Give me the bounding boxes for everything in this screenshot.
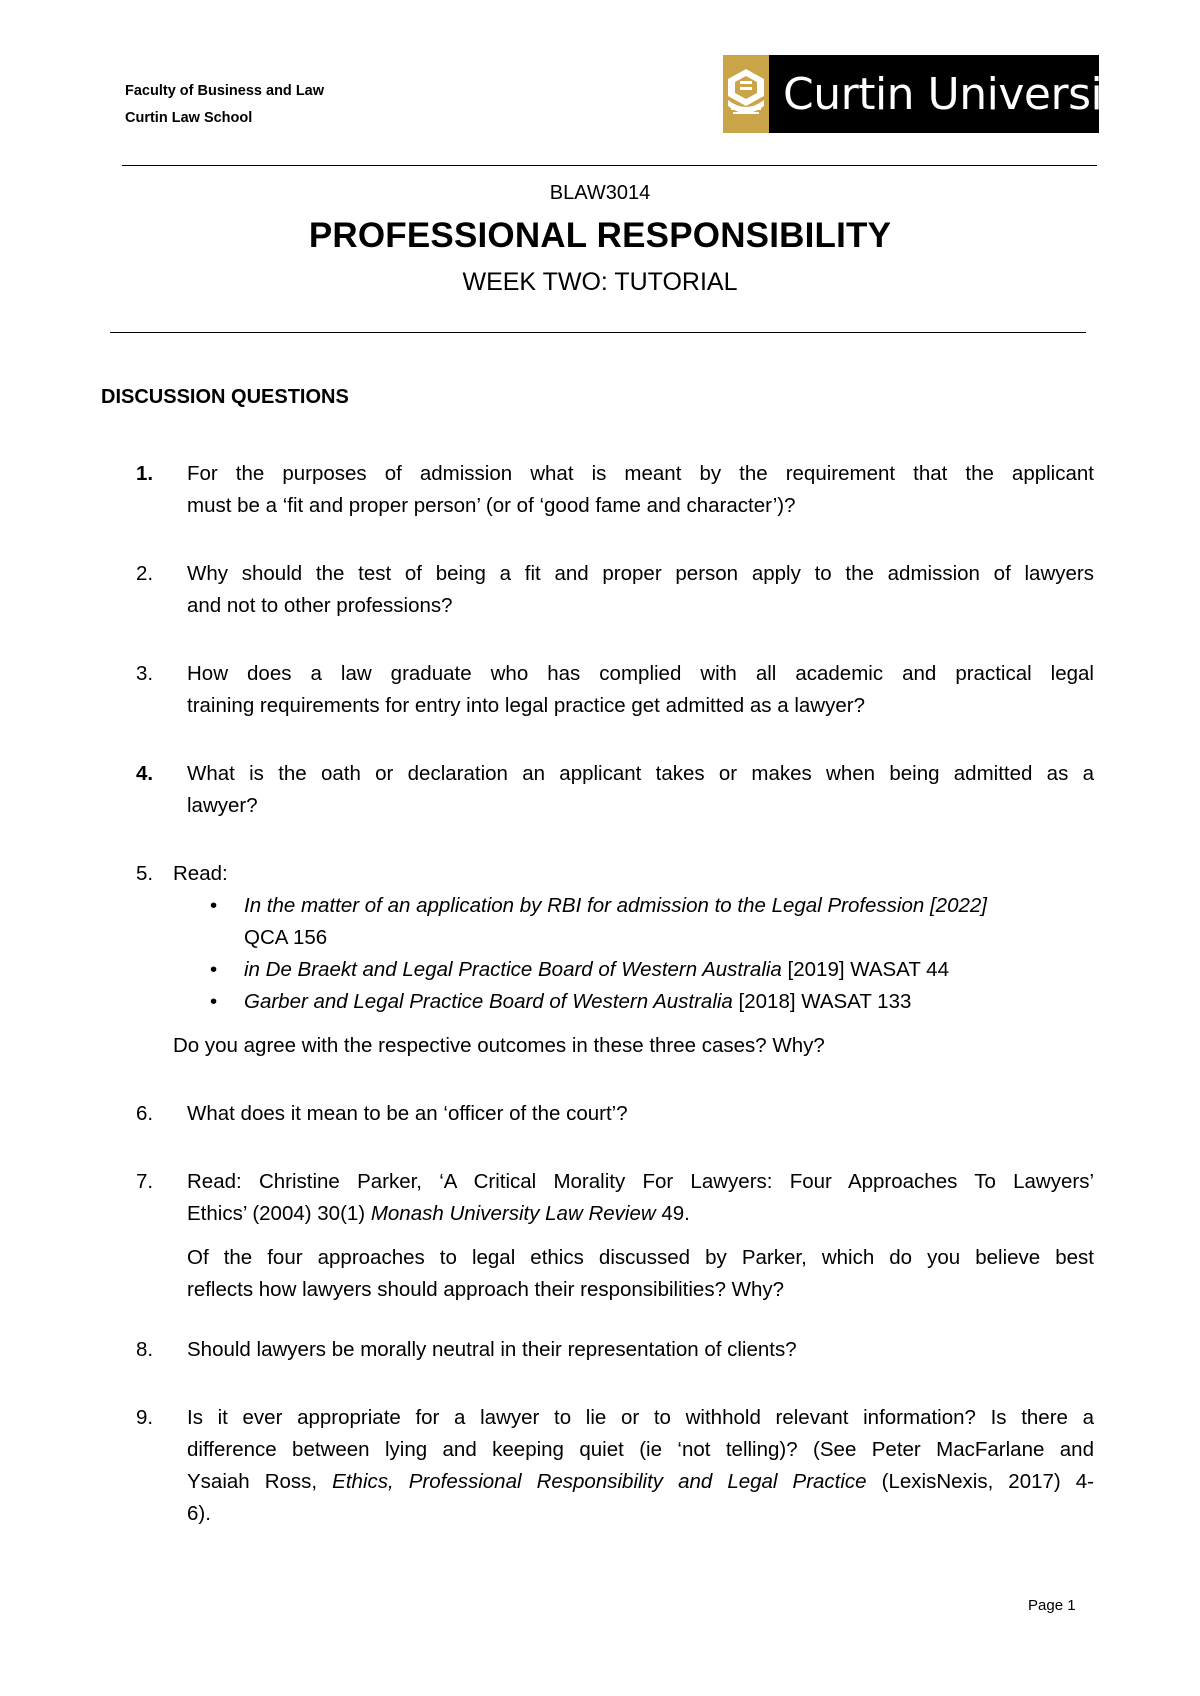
question-line: What does it mean to be an ‘officer of the court’? <box>187 1102 628 1125</box>
case-citation: [2018] WASAT 133 <box>732 990 912 1013</box>
logo-wordmark: Curtin University <box>783 68 1145 120</box>
question-text <box>187 1402 1094 1530</box>
case-name: Garber and Legal Practice Board of Western Australia <box>244 990 733 1013</box>
question-number: 4. <box>136 762 154 785</box>
case-item <box>210 890 987 954</box>
case-list <box>210 890 987 1018</box>
question-text <box>187 458 1094 522</box>
question-number: 6. <box>136 1102 154 1125</box>
question-number: 2. <box>136 562 154 585</box>
question-line: Is it ever appropriate for a lawyer to lie or to withhold relevant information? Is there a <box>187 1406 1094 1429</box>
case-item <box>210 986 987 1018</box>
question-number: 1. <box>136 462 154 485</box>
bullet-icon: • <box>210 990 218 1013</box>
bullet-icon: • <box>210 958 218 981</box>
question-line: Read: Christine Parker, ‘A Critical Morality For Lawyers: Four Approaches To Lawyers’ <box>187 1170 1094 1193</box>
question-line: must be a ‘fit and proper person’ (or of ‘good fame and character’)? <box>187 494 796 517</box>
document-subtitle: WEEK TWO: TUTORIAL <box>462 268 738 296</box>
bottom-divider <box>110 332 1086 333</box>
question-line: training requirements for entry into legal practice get admitted as a lawyer? <box>187 694 865 717</box>
question-text <box>187 558 1094 622</box>
case-citation: QCA 156 <box>244 926 328 949</box>
journal-name: Monash University Law Review <box>370 1202 656 1225</box>
citation-post: 49. <box>655 1202 690 1225</box>
citation-pre: Ethics’ (2004) 30(1) <box>187 1202 371 1225</box>
case-name: in De Braekt and Legal Practice Board of Western Australia <box>244 958 782 981</box>
question-line: and not to other professions? <box>187 594 453 617</box>
question-line: Of the four approaches to legal ethics discussed by Parker, which do you believe best <box>187 1246 1094 1269</box>
bullet-icon: • <box>210 894 218 917</box>
question-line: lawyer? <box>187 794 258 817</box>
case-name: In the matter of an application by RBI for admission to the Legal Profession [2022] <box>244 894 987 917</box>
question-line: difference between lying and keeping quiet (ie ‘not telling)? (See Peter MacFarlane and <box>187 1438 1094 1461</box>
question-line <box>187 1466 1094 1498</box>
citation-pre: Ysaiah Ross, <box>187 1470 333 1493</box>
question-text <box>187 1098 1094 1130</box>
crest-icon <box>723 55 769 133</box>
citation-post: (LexisNexis, 2017) 4- <box>866 1470 1095 1493</box>
case-item <box>210 954 987 986</box>
header-faculty-block <box>125 78 324 132</box>
question-line: reflects how lawyers should approach their responsibilities? Why? <box>187 1278 785 1301</box>
question-line: Should lawyers be morally neutral in their representation of clients? <box>187 1338 797 1361</box>
case-citation: [2019] WASAT 44 <box>781 958 949 981</box>
question-line: How does a law graduate who has complied with all academic and practical legal <box>187 662 1094 685</box>
read-label: Read: <box>173 862 228 885</box>
question-line <box>187 1198 1094 1230</box>
course-code: BLAW3014 <box>549 182 651 204</box>
document-title: PROFESSIONAL RESPONSIBILITY <box>308 216 892 255</box>
question-line: Why should the test of being a fit and proper person apply to the admission of lawyers <box>187 562 1094 585</box>
question-number: 3. <box>136 662 154 685</box>
question-line: 6). <box>187 1502 211 1525</box>
question-text <box>187 1334 1094 1366</box>
question-line: What is the oath or declaration an applicant takes or makes when being admitted as a <box>187 762 1094 785</box>
faculty-name: Faculty of Business and Law <box>125 83 325 99</box>
top-divider <box>122 165 1097 166</box>
question-number: 7. <box>136 1170 154 1193</box>
question-text <box>187 658 1094 722</box>
question-line: For the purposes of admission what is meant by the requirement that the applicant <box>187 462 1094 485</box>
book-title: Ethics, Professional Responsibility and Legal Practice <box>332 1470 867 1493</box>
question-5-followup: Do you agree with the respective outcomes in these three cases? Why? <box>173 1034 825 1057</box>
page-number: Page 1 <box>1028 1597 1076 1614</box>
question-number: 9. <box>136 1406 154 1429</box>
question-text <box>187 758 1094 822</box>
section-heading: DISCUSSION QUESTIONS <box>101 386 349 408</box>
curtin-university-logo <box>723 55 1145 133</box>
question-number: 8. <box>136 1338 154 1361</box>
question-number: 5. <box>136 862 154 885</box>
school-name: Curtin Law School <box>125 110 253 126</box>
question-text <box>187 1166 1094 1306</box>
